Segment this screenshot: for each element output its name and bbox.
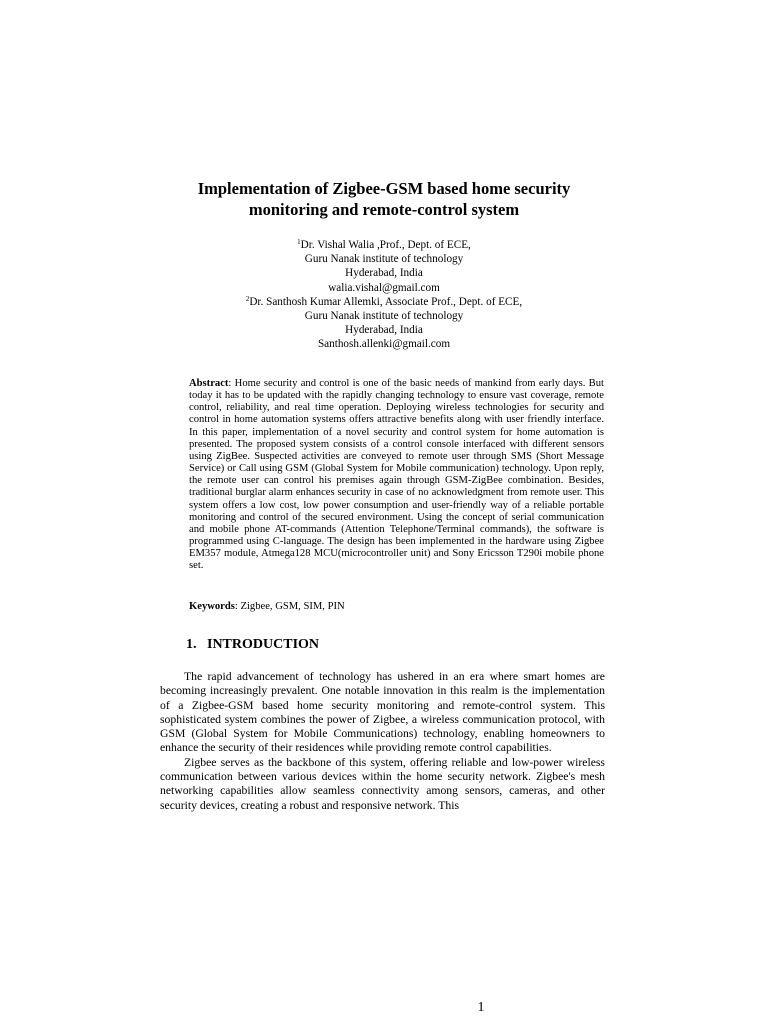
keywords-text: : Zigbee, GSM, SIM, PIN <box>234 601 345 612</box>
author-1-city: Hyderabad, India <box>345 267 423 280</box>
section-number: 1. <box>186 637 197 652</box>
introduction-body <box>160 670 605 813</box>
author-block <box>150 238 618 352</box>
abstract-label: Abstract <box>189 378 229 389</box>
author-2-name-line <box>150 295 618 309</box>
author-1-name: Dr. Vishal Walia ,Prof., Dept. of ECE, <box>300 239 471 251</box>
paper-title-line-1: Implementation of Zigbee-GSM based home security <box>197 179 571 198</box>
author-2-affiliation-mark: 2 <box>245 294 250 303</box>
page-number: 1 <box>477 1000 485 1015</box>
author-2-email: Santhosh.allenki@gmail.com <box>317 338 451 351</box>
introduction-paragraph-2: Zigbee serves as the backbone of this system, offering reliable and low-power wireless communication between various devices within the home security network. Zigbee's mesh networking capabilities allow seamless connectivity among sensors, cameras, and other security devices, creating a robust and responsive network. This <box>160 755 605 812</box>
author-1-name-line <box>150 238 618 252</box>
author-2-institute: Guru Nanak institute of technology <box>304 310 464 323</box>
section-heading-introduction <box>186 636 319 654</box>
paper-title <box>150 178 618 220</box>
author-1-email: walia.vishal@gmail.com <box>328 281 440 294</box>
abstract <box>189 378 604 573</box>
introduction-paragraph-1: The rapid advancement of technology has ushered in an era where smart homes are becoming increasingly prevalent. One notable innovation in this realm is the implementation of a Zigbee-GSM based home security monitoring and remote-control system. This sophisticated system combines the power of Zigbee, a wireless communication protocol, with GSM (Global System for Mobile Communications) technology, enabling homeowners to enhance the security of their residences while providing remote control capabilities. <box>160 670 605 755</box>
section-title: INTRODUCTION <box>207 637 320 652</box>
author-1-institute: Guru Nanak institute of technology <box>304 253 464 266</box>
paper-title-line-2: monitoring and remote-control system <box>248 200 520 219</box>
author-2-city: Hyderabad, India <box>345 324 423 337</box>
author-1-affiliation-mark: 1 <box>297 238 301 246</box>
author-2-name: Dr. Santhosh Kumar Allemki, Associate Prof., Dept. of ECE, <box>249 295 523 308</box>
abstract-text: : Home security and control is one of the basic needs of mankind from early days. But today it has to be updated with the rapidly changing technology to ensure vast coverage, remote control, reliability, and real time operation. Deploying wireless technologies for security and control in home automation systems offers attractive benefits along with user friendly interface. In this paper, implementation of a novel security and control system for home automation is presented. The proposed system consists of a control console interfaced with different sensors using ZigBee. Suspected activities are conveyed to remote user through SMS (Short Message Service) or Call using GSM (Global System for Mobile communication) technology. Upon reply, the remote user can control his premises again through GSM-ZigBee combination. Besides, traditional burglar alarm enhances security in case of no acknowledgment from remote user. This system offers a low cost, low power consumption and user-friendly way of a reliable portable monitoring and control of the secured environment. Using the concept of serial communication and mobile phone AT-commands (Attention Telephone/Terminal commands), the software is programmed using C-language. The design has been implemented in the hardware using Zigbee EM357 module, Atmega128 MCU(microcontroller unit) and Sony Ericsson T290i mobile phone set. <box>189 378 604 572</box>
keywords <box>189 600 604 613</box>
keywords-label: Keywords <box>189 601 235 612</box>
